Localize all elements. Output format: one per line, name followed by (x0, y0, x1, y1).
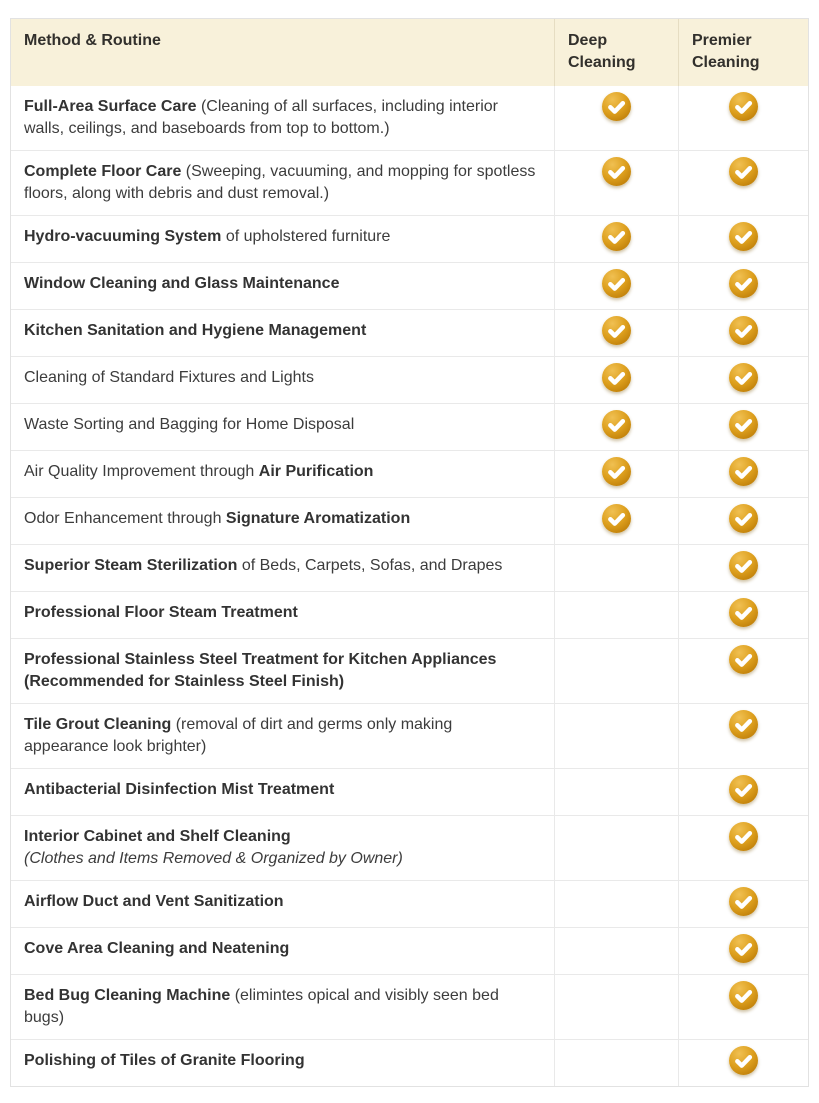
method-cell (11, 451, 554, 497)
premier-cleaning-cell (678, 216, 808, 262)
method-text: Bed Bug Cleaning Machine (elimintes opical and visibly seen bed bugs) (24, 987, 499, 1026)
method-text: Professional Stainless Steel Treatment for Kitchen Appliances (Recommended for Stainless Steel Finish) (24, 651, 497, 690)
deep-cleaning-cell (554, 545, 678, 591)
method-text: Superior Steam Sterilization of Beds, Carpets, Sofas, and Drapes (24, 557, 503, 574)
method-text: Complete Floor Care (Sweeping, vacuuming, and mopping for spotless floors, along with debris and dust removal.) (24, 163, 536, 202)
check-badge-icon (729, 710, 758, 739)
table-row (11, 974, 808, 1039)
table-row (11, 544, 808, 591)
deep-cleaning-cell (554, 639, 678, 703)
premier-cleaning-cell (678, 816, 808, 880)
check-badge-icon (729, 504, 758, 533)
method-text: Antibacterial Disinfection Mist Treatment (24, 781, 335, 798)
method-cell (11, 310, 554, 356)
table-row (11, 262, 808, 309)
table-row (11, 309, 808, 356)
deep-cleaning-cell (554, 928, 678, 974)
table-row (11, 815, 808, 880)
premier-cleaning-cell (678, 639, 808, 703)
method-text: Kitchen Sanitation and Hygiene Management (24, 322, 367, 339)
premier-cleaning-cell (678, 498, 808, 544)
deep-cleaning-cell (554, 216, 678, 262)
check-badge-icon (729, 222, 758, 251)
check-badge-icon (729, 822, 758, 851)
check-badge-icon (602, 222, 631, 251)
deep-cleaning-cell (554, 769, 678, 815)
deep-cleaning-cell (554, 975, 678, 1039)
check-badge-icon (729, 157, 758, 186)
method-text: Full-Area Surface Care (Cleaning of all surfaces, including interior walls, ceilings, and baseboards from top to bottom.) (24, 98, 498, 137)
method-text: Professional Floor Steam Treatment (24, 604, 298, 621)
method-cell (11, 86, 554, 150)
table-row (11, 880, 808, 927)
check-badge-icon (729, 1046, 758, 1075)
method-cell (11, 545, 554, 591)
table-body (11, 86, 808, 1086)
service-comparison-table (10, 18, 809, 1087)
method-cell (11, 928, 554, 974)
method-text: Hydro-vacuuming System of upholstered furniture (24, 228, 391, 245)
method-text: Polishing of Tiles of Granite Flooring (24, 1052, 305, 1069)
check-badge-icon (602, 457, 631, 486)
method-cell (11, 881, 554, 927)
table-row (11, 591, 808, 638)
method-text: Tile Grout Cleaning (removal of dirt and germs only making appearance look brighter) (24, 716, 453, 755)
method-text: Air Quality Improvement through Air Purification (24, 463, 374, 480)
premier-cleaning-cell (678, 975, 808, 1039)
table-row (11, 403, 808, 450)
check-badge-icon (729, 316, 758, 345)
check-badge-icon (729, 934, 758, 963)
method-text: Window Cleaning and Glass Maintenance (24, 275, 340, 292)
deep-cleaning-cell (554, 881, 678, 927)
check-badge-icon (729, 887, 758, 916)
deep-cleaning-cell (554, 263, 678, 309)
table-row (11, 638, 808, 703)
check-badge-icon (729, 981, 758, 1010)
table-row (11, 927, 808, 974)
method-cell (11, 639, 554, 703)
deep-cleaning-cell (554, 404, 678, 450)
deep-cleaning-cell (554, 151, 678, 215)
premier-cleaning-cell (678, 704, 808, 768)
premier-cleaning-cell (678, 86, 808, 150)
check-badge-icon (602, 157, 631, 186)
table-row (11, 356, 808, 403)
method-cell (11, 151, 554, 215)
method-text: Airflow Duct and Vent Sanitization (24, 893, 284, 910)
method-cell (11, 769, 554, 815)
table-header-row (11, 19, 808, 86)
check-badge-icon (602, 316, 631, 345)
check-badge-icon (729, 598, 758, 627)
method-cell (11, 816, 554, 880)
check-badge-icon (602, 363, 631, 392)
premier-cleaning-cell (678, 545, 808, 591)
premier-cleaning-cell (678, 592, 808, 638)
table-row (11, 450, 808, 497)
method-cell (11, 216, 554, 262)
check-badge-icon (729, 269, 758, 298)
method-text: Interior Cabinet and Shelf Cleaning (Clothes and Items Removed & Organized by Owner) (24, 828, 403, 867)
deep-cleaning-cell (554, 816, 678, 880)
method-cell (11, 1040, 554, 1086)
premier-cleaning-cell (678, 263, 808, 309)
table-row (11, 1039, 808, 1086)
check-badge-icon (602, 92, 631, 121)
column-header-method-routine: Method & Routine (24, 32, 161, 49)
deep-cleaning-cell (554, 498, 678, 544)
deep-cleaning-cell (554, 310, 678, 356)
table-row (11, 150, 808, 215)
check-badge-icon (729, 410, 758, 439)
deep-cleaning-cell (554, 1040, 678, 1086)
method-cell (11, 592, 554, 638)
method-cell (11, 357, 554, 403)
table-row (11, 215, 808, 262)
method-cell (11, 498, 554, 544)
method-text: Cleaning of Standard Fixtures and Lights (24, 369, 314, 386)
check-badge-icon (729, 645, 758, 674)
check-badge-icon (602, 410, 631, 439)
premier-cleaning-cell (678, 1040, 808, 1086)
check-badge-icon (602, 504, 631, 533)
premier-cleaning-cell (678, 151, 808, 215)
deep-cleaning-cell (554, 592, 678, 638)
premier-cleaning-cell (678, 881, 808, 927)
check-badge-icon (729, 775, 758, 804)
check-badge-icon (602, 269, 631, 298)
premier-cleaning-cell (678, 451, 808, 497)
method-cell (11, 404, 554, 450)
premier-cleaning-cell (678, 357, 808, 403)
method-text: Odor Enhancement through Signature Aromatization (24, 510, 411, 527)
deep-cleaning-cell (554, 451, 678, 497)
deep-cleaning-cell (554, 86, 678, 150)
method-text: Cove Area Cleaning and Neatening (24, 940, 290, 957)
premier-cleaning-cell (678, 404, 808, 450)
method-cell (11, 704, 554, 768)
table-row (11, 497, 808, 544)
column-header-deep-cleaning: Deep Cleaning (554, 19, 678, 86)
table-row (11, 768, 808, 815)
check-badge-icon (729, 92, 758, 121)
deep-cleaning-cell (554, 704, 678, 768)
column-header-premier-cleaning: Premier Cleaning (678, 19, 808, 86)
method-cell (11, 975, 554, 1039)
check-badge-icon (729, 551, 758, 580)
table-row (11, 86, 808, 150)
table-row (11, 703, 808, 768)
check-badge-icon (729, 363, 758, 392)
premier-cleaning-cell (678, 310, 808, 356)
deep-cleaning-cell (554, 357, 678, 403)
check-badge-icon (729, 457, 758, 486)
premier-cleaning-cell (678, 928, 808, 974)
method-text: Waste Sorting and Bagging for Home Disposal (24, 416, 355, 433)
method-cell (11, 263, 554, 309)
premier-cleaning-cell (678, 769, 808, 815)
